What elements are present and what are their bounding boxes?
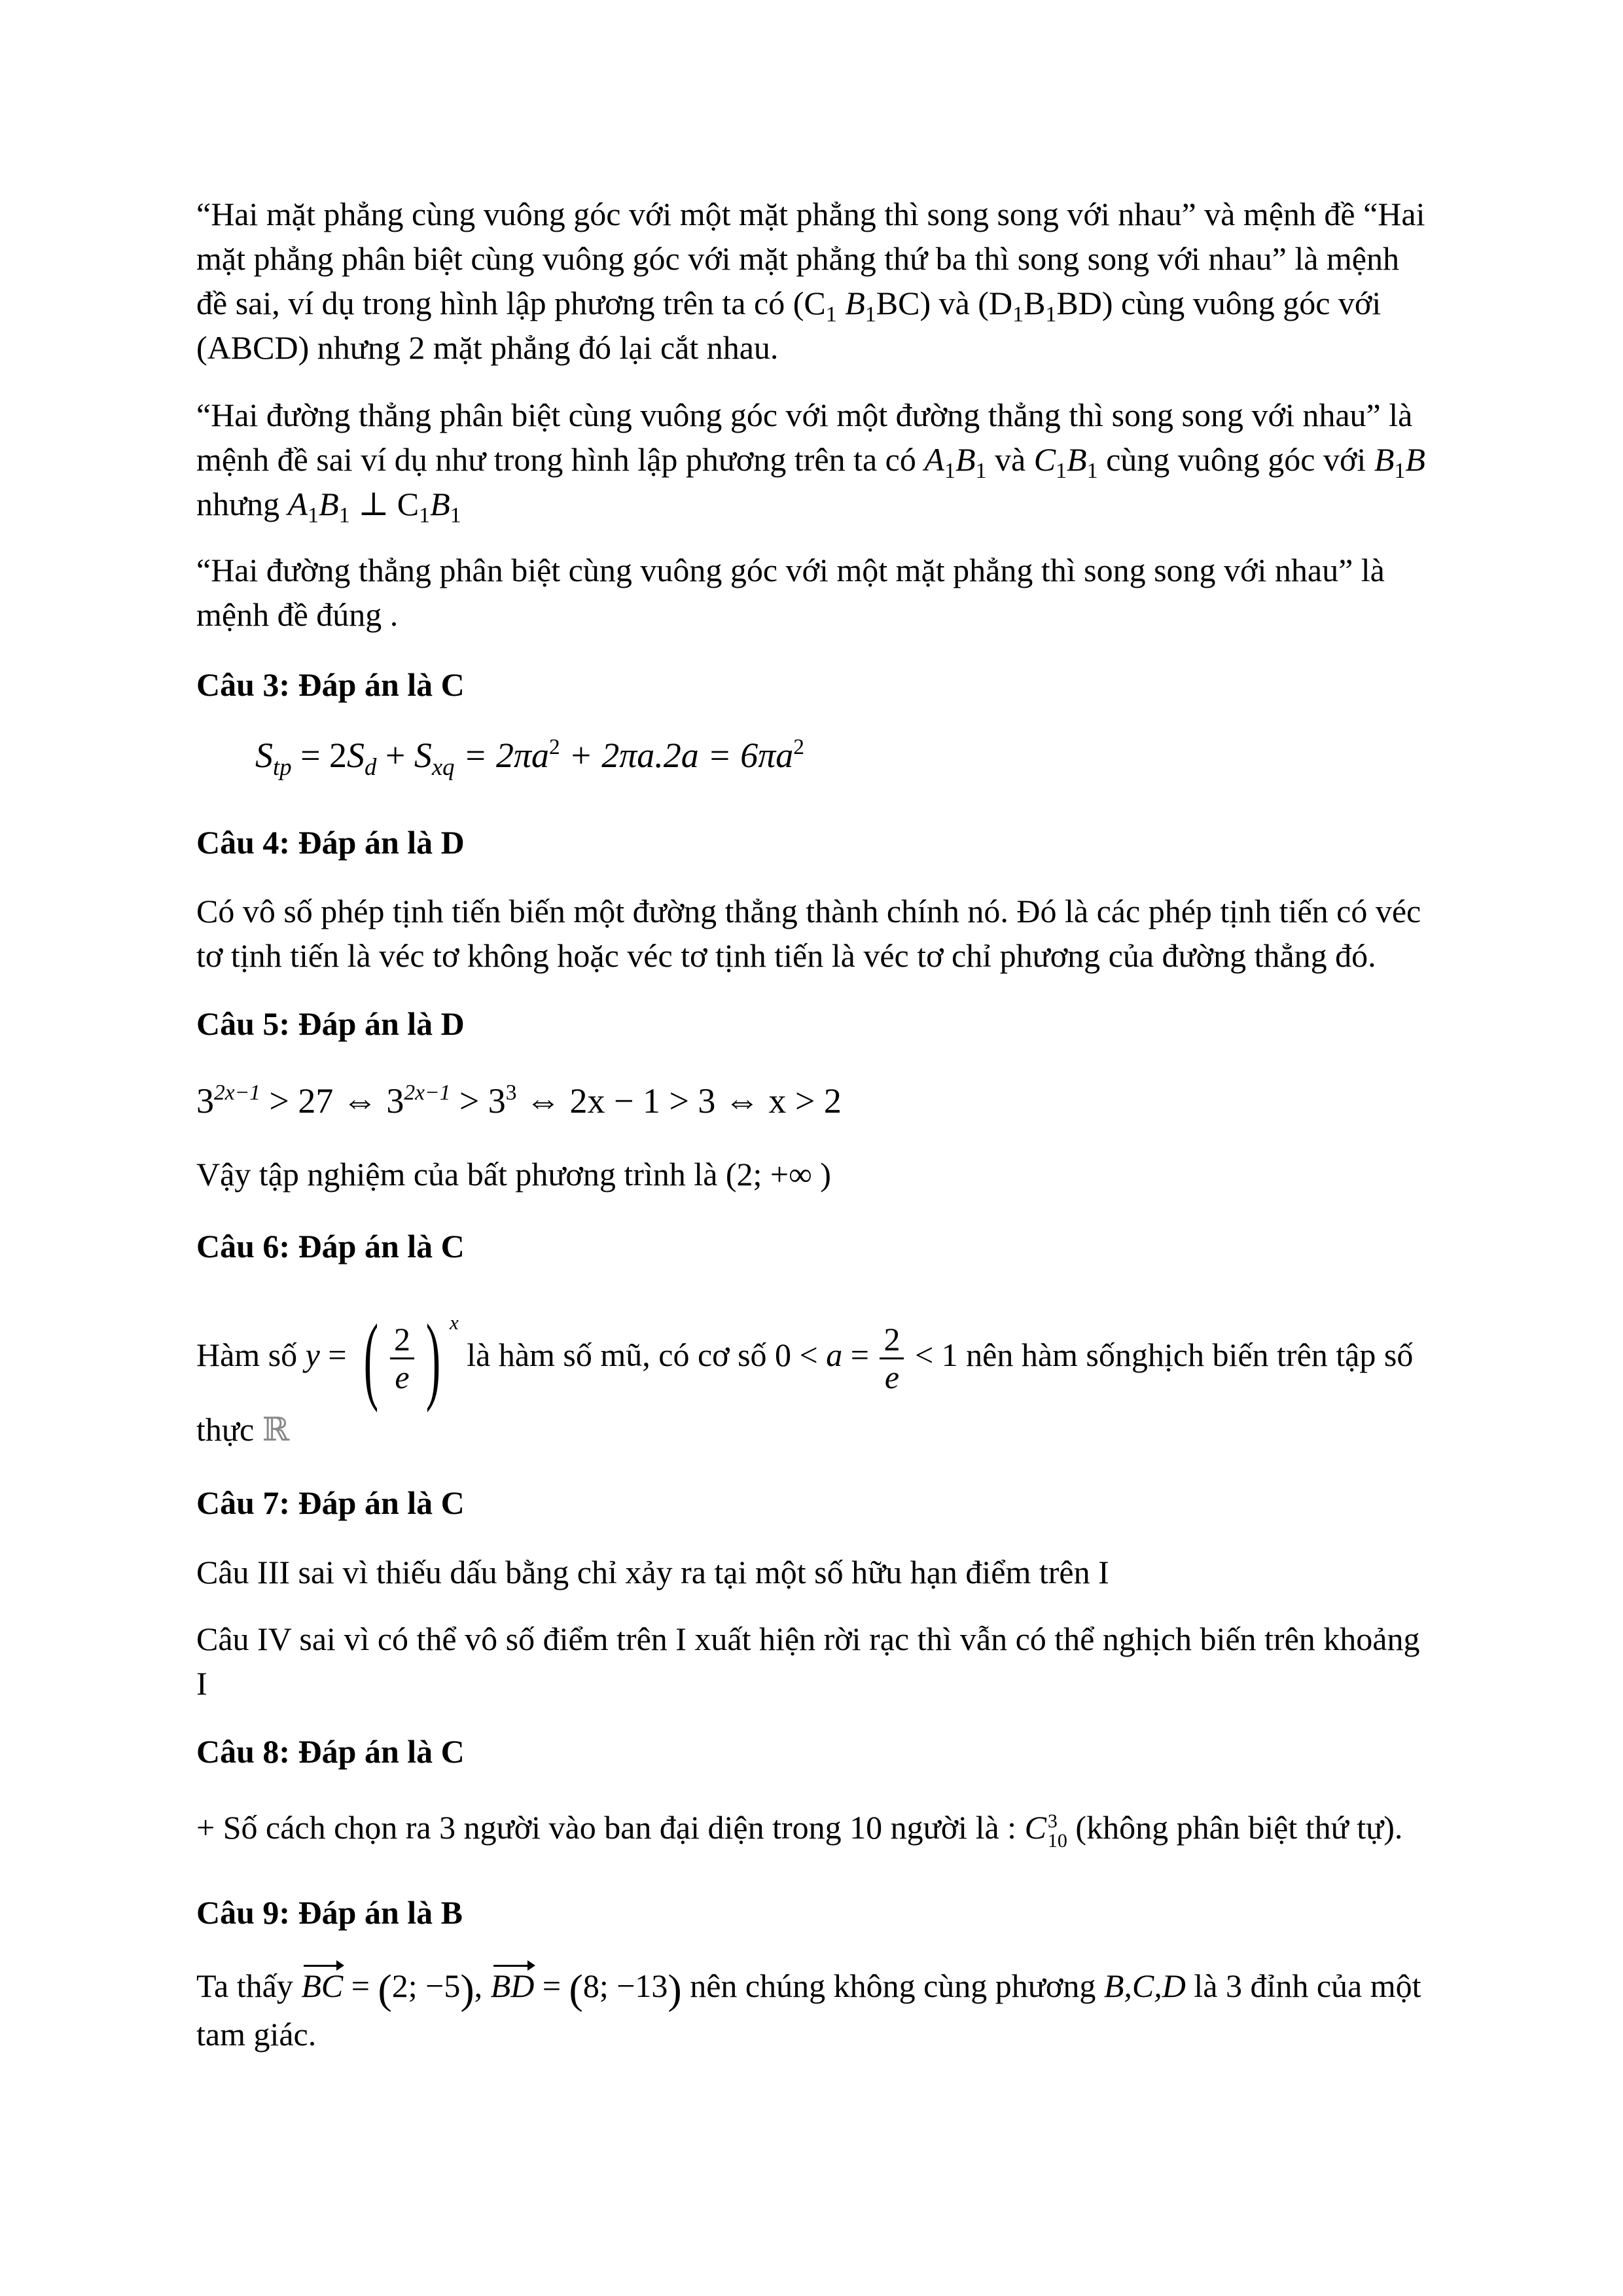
real-numbers-symbol: ℝ — [262, 1411, 290, 1448]
fraction-2-over-e — [390, 1321, 414, 1395]
paragraph-q7-b: Câu IV sai vì có thể vô số điểm trên I xuất hiện rời rạc thì vẫn có thể nghịch biến trên khoảng I — [196, 1621, 1420, 1702]
var: S — [255, 736, 273, 775]
paragraph-planes-perpendicular — [196, 192, 1427, 370]
paragraph-q5-solution: Vậy tập nghiệm của bất phương trình là (2; +∞ ) — [196, 1156, 831, 1193]
subscript: xq — [431, 753, 455, 780]
heading-q4: Câu 4: Đáp án là D — [196, 824, 465, 861]
text: + Số cách chọn ra 3 người vào ban đại diện trong 10 người là : — [196, 1809, 1025, 1846]
text: “Hai đường thẳng phân biệt cùng vuông góc với một đường thẳng thì song song với nhau” là mệnh đề sai ví dụ như trong hình lập phương trên ta có — [196, 397, 1413, 478]
heading-q9: Câu 9: Đáp án là B — [196, 1894, 463, 1931]
text: 8; −13 — [582, 1967, 668, 2004]
subscript: 1 — [1045, 302, 1057, 327]
text: + 2πa.2a = 6πa — [560, 736, 794, 775]
var: S — [414, 736, 432, 775]
text: là hàm số mũ, có cơ số 0 < — [458, 1336, 827, 1373]
subscript: 1 — [865, 302, 876, 327]
subscript: d — [365, 753, 377, 780]
heading-q8: Câu 8: Đáp án là C — [196, 1733, 465, 1770]
var: y — [305, 1336, 320, 1373]
subscript: 1 — [450, 503, 461, 528]
denominator: e — [880, 1357, 904, 1395]
subscript: tp — [273, 753, 292, 780]
text: Ta thấy — [196, 1967, 302, 2004]
paragraph-q6-line2 — [196, 1407, 1427, 1452]
denominator: e — [390, 1357, 414, 1395]
text: “Hai mặt phẳng cùng vuông góc với một mặt phẳng thì song song với nhau” và mệnh đề “Hai mặt phẳng phân biệt cùng vuông góc với mặt phẳng thứ ba thì song song với nhau” là mệnh đề sai, ví dụ trong hình lập phương trên ta có (C — [196, 196, 1425, 321]
superscript: 2 — [549, 734, 560, 759]
equation-q5 — [196, 1079, 1427, 1123]
subscript: 1 — [975, 458, 987, 483]
paragraph-q6-line1: Hàm số y = ( $\frac{2}{e}$ ) $^x$ là hàm số mũ, có cơ số 0 < a = $\frac{2}{e}$ < 1 nên hàm sốnghịch biến trên tập số — [196, 1304, 1414, 1413]
text: = — [842, 1336, 878, 1373]
text: = 2 — [291, 736, 348, 775]
paragraph-lines-perpendicular — [196, 393, 1427, 526]
paren-close: ) — [668, 1965, 682, 2013]
superscript: 3 — [505, 1080, 517, 1105]
subscript: 1 — [825, 302, 837, 327]
text: 2; −5 — [391, 1967, 461, 2004]
var: B,C,D — [1103, 1967, 1186, 2004]
text: (không phân biệt thứ tự). — [1067, 1809, 1403, 1846]
subscript: 10 — [1047, 1829, 1067, 1852]
text: , — [474, 1967, 491, 2004]
subscript: 1 — [1086, 458, 1098, 483]
var: B — [1067, 441, 1087, 478]
text: 3 — [386, 1081, 404, 1121]
text: Hàm số — [196, 1336, 306, 1373]
superscript: 2x−1 — [404, 1080, 451, 1105]
superscript: 3 — [1047, 1810, 1058, 1832]
var: B — [319, 486, 339, 522]
text: nhưng — [196, 486, 288, 522]
text: cùng vuông góc với — [1097, 441, 1374, 478]
paragraph-q9 — [196, 1964, 1427, 2056]
text: = 2πa — [454, 736, 550, 775]
heading-q7: Câu 7: Đáp án là C — [196, 1484, 465, 1521]
text: = — [343, 1967, 378, 2004]
subscript: 1 — [944, 458, 955, 483]
text: thực — [196, 1411, 262, 1448]
numerator: 2 — [883, 1321, 901, 1358]
subscript: 1 — [1056, 458, 1067, 483]
text: nên chúng không cùng phương — [681, 1967, 1104, 2004]
text: = — [534, 1967, 569, 2004]
text: + — [376, 736, 414, 775]
var: A — [924, 441, 944, 478]
subscript: 1 — [419, 503, 431, 528]
vector-bc: BC — [301, 1964, 343, 2008]
var: B — [1374, 441, 1395, 478]
text: BC) và (D — [876, 285, 1013, 321]
heading-q6: Câu 6: Đáp án là C — [196, 1228, 465, 1265]
superscript: 2 — [793, 734, 804, 759]
vector-bd: BD — [491, 1964, 535, 2008]
var: S — [347, 736, 365, 775]
text: B — [836, 285, 865, 321]
subscript: 1 — [308, 503, 319, 528]
text: > 27 ⇔ — [260, 1081, 387, 1121]
paragraph-lines-plane: “Hai đường thẳng phân biệt cùng vuông góc với một mặt phẳng thì song song với nhau” là mệnh đề đúng . — [196, 552, 1385, 633]
fraction-2-over-e — [880, 1321, 904, 1395]
paragraph-q8 — [196, 1805, 1427, 1851]
var: C — [1024, 1809, 1046, 1846]
heading-q3: Câu 3: Đáp án là C — [196, 666, 465, 703]
heading-q5: Câu 5: Đáp án là D — [196, 1005, 465, 1042]
text: < 1 — [906, 1336, 958, 1373]
subscript: 1 — [1012, 302, 1024, 327]
superscript: x — [449, 1311, 459, 1335]
text: = — [319, 1336, 355, 1373]
paren-open: ( — [378, 1965, 392, 2013]
paragraph-q7-a: Câu III sai vì thiếu dấu bằng chỉ xảy ra tại một số hữu hạn điểm trên I — [196, 1554, 1109, 1590]
text: > 3 — [450, 1081, 506, 1121]
superscript: 2x−1 — [214, 1080, 260, 1105]
equation-q3 — [255, 733, 1486, 778]
text: nên hàm sốnghịch biến trên tập số — [957, 1336, 1414, 1373]
text: ⇔ 2x − 1 > 3 ⇔ x > 2 — [516, 1081, 842, 1121]
text: BD) cùng vuông góc với (ABCD) nhưng 2 mặt phẳng đó lại cắt nhau. — [196, 285, 1382, 366]
var: a — [826, 1336, 843, 1373]
text: B — [1024, 285, 1046, 321]
paren-close: ) — [460, 1965, 474, 2013]
subscript: 1 — [338, 503, 350, 528]
var: A — [287, 486, 308, 522]
text: là 3 đỉnh của một tam giác. — [196, 1967, 1421, 2053]
subscript: 1 — [1394, 458, 1406, 483]
var: B — [955, 441, 976, 478]
text: ⊥ C — [349, 486, 419, 522]
combination-indices — [1048, 1812, 1067, 1851]
text: 3 — [196, 1081, 214, 1121]
paren-open: ( — [569, 1965, 583, 2013]
paragraph-q4: Có vô số phép tịnh tiến biến một đường thẳng thành chính nó. Đó là các phép tịnh tiến có véc tơ tịnh tiến là véc tơ không hoặc véc tơ tịnh tiến là véc tơ chỉ phương của đường thẳng đó. — [196, 893, 1421, 974]
numerator: 2 — [394, 1321, 411, 1358]
text: và — [986, 441, 1034, 478]
var: B — [1405, 441, 1425, 478]
var: B — [430, 486, 450, 522]
var: C — [1033, 441, 1056, 478]
